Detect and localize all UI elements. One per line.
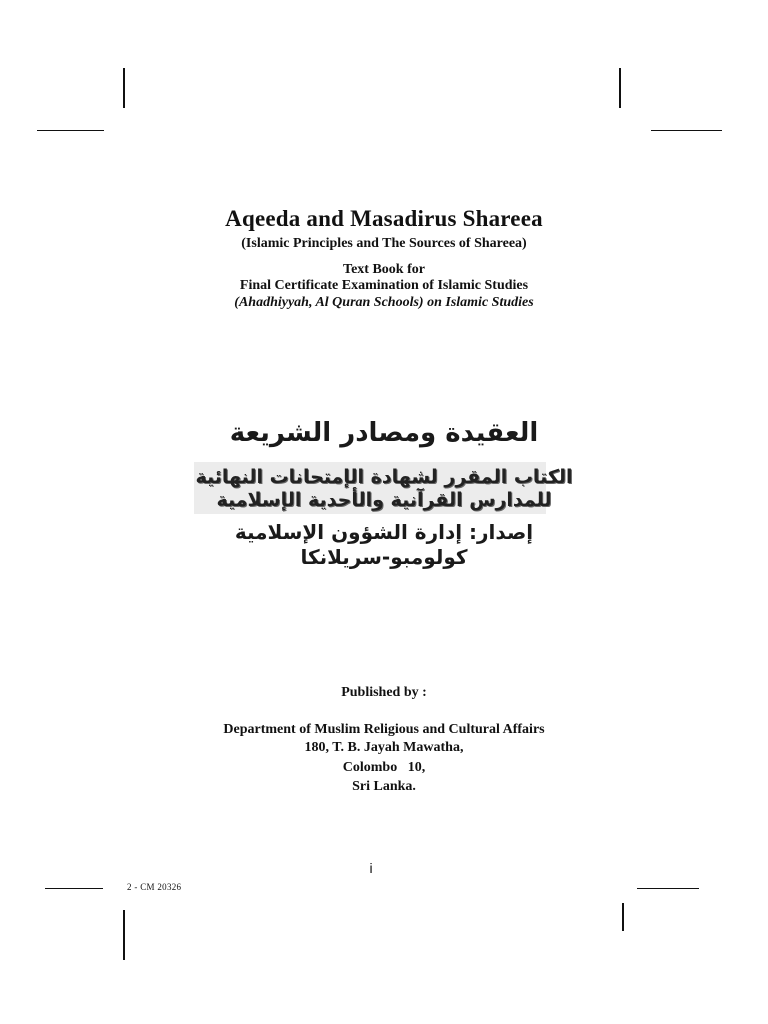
publisher-city: Colombo 10,: [342, 760, 426, 775]
crop-mark-bottom-right-horizontal: [637, 888, 699, 889]
crop-mark-top-right-vertical: [619, 68, 621, 108]
publisher-country: Sri Lanka.: [352, 779, 416, 794]
arabic-line-1: الكتاب المقرر لشهادة الإمتحانات النهائية: [195, 466, 573, 488]
page-number: i: [369, 860, 373, 876]
book-subtitle: (Islamic Principles and The Sources of Shareea): [241, 236, 527, 251]
publisher-street: 180, T. B. Jayah Mawatha,: [304, 740, 464, 755]
arabic-title: العقيدة ومصادر الشريعة: [229, 418, 539, 448]
print-code: 2 - CM 20326: [127, 882, 182, 892]
arabic-line-2: للمدارس القرآنية والأحدية الإسلامية: [216, 489, 552, 511]
crop-mark-top-left-vertical: [123, 68, 125, 108]
arabic-line-4: كولومبو-سريلانكا: [300, 545, 468, 569]
publisher-name: Department of Muslim Religious and Cultural Affairs: [223, 722, 545, 737]
textbook-line-2: Final Certificate Examination of Islamic Studies: [239, 278, 529, 293]
textbook-line-3: (Ahadhiyyah, Al Quran Schools) on Islamic Studies: [234, 295, 534, 310]
crop-mark-top-left-horizontal: [37, 130, 104, 131]
published-by-label: Published by :: [341, 685, 427, 700]
crop-mark-bottom-right-vertical: [622, 903, 624, 931]
textbook-line-1: Text Book for: [343, 262, 425, 277]
crop-mark-bottom-left-horizontal: [45, 888, 103, 889]
book-title: Aqeeda and Masadirus Shareea: [225, 206, 543, 231]
arabic-line-3: إصدار: إدارة الشؤون الإسلامية: [234, 520, 534, 544]
crop-mark-top-right-horizontal: [651, 130, 722, 131]
crop-mark-bottom-left-vertical: [123, 910, 125, 960]
